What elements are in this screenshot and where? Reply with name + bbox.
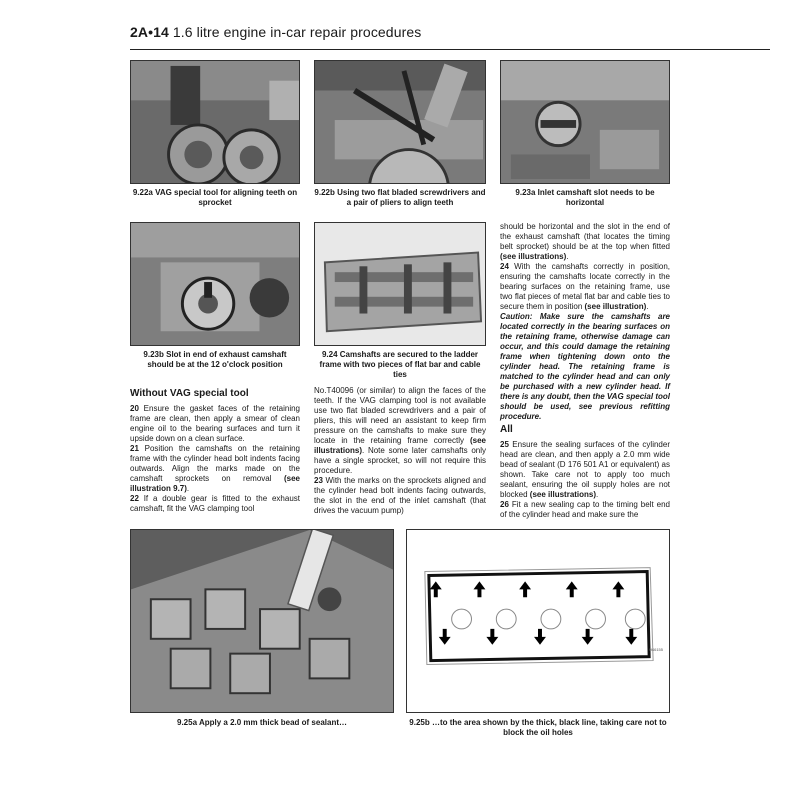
step-text: With the camshafts correctly in position, ensuring the camshafts locate correctly in the bearing surfaces on the retaining frame, use two flat pieces of metal flat bar and cable ties to secure them in position	[500, 262, 670, 311]
caption-9-25b: 9.25b …to the area shown by the thick, black line, taking care not to block the oil holes	[409, 718, 667, 737]
paragraph-26	[500, 500, 670, 520]
step-text: With the marks on the sprockets aligned and the cylinder head bolt indents facing outwards, the slot in the end of the inlet camshaft (that drives the vacuum pump)	[314, 476, 486, 515]
paragraph-20	[130, 404, 300, 444]
paragraph-24	[500, 262, 670, 312]
photo-9-23b	[130, 222, 300, 346]
photo-9-24	[314, 222, 486, 346]
paragraph-25	[500, 440, 670, 500]
step-text: No.T40096 (or similar) to align the faces of the teeth. If the VAG clamping tool is not available use two flat bladed screwdrivers and a pair of pliers, this will need an assistant to keep firm pressure on the camshafts to make sure they locate in the retaining frame correctly	[314, 386, 486, 445]
step-text: If a double gear is fitted to the exhaust camshaft, fit the VAG clamping tool	[130, 494, 300, 513]
illustration-ref: (see illustrations)	[529, 490, 597, 499]
step-number: 20	[130, 404, 139, 413]
caption-9-22a: 9.22a VAG special tool for aligning teeth on sprocket	[132, 188, 298, 207]
chapter-title: 1.6 litre engine in-car repair procedures	[172, 24, 422, 40]
step-number: 26	[500, 500, 509, 509]
caption-9-25a: 9.25a Apply a 2.0 mm thick bead of sealant…	[177, 718, 347, 727]
illustration-ref: (see illustrations)	[314, 436, 486, 455]
photo-9-23a	[500, 60, 670, 184]
caption-9-22b: 9.22b Using two flat bladed screwdrivers and a pair of pliers to align teeth	[314, 188, 486, 207]
header-rule	[130, 49, 770, 50]
step-number: 23	[314, 476, 323, 485]
photo-9-25a	[130, 529, 394, 713]
step-text: Ensure the sealing surfaces of the cylinder head are clean, and then apply a 2.0 mm wide bead of sealant (D 176 501 A1 or equivalent) as shown. Take care not to apply too much sealant, ensuring the oil supply holes are not blocked	[500, 440, 670, 499]
step-text: Ensure the gasket faces of the retaining frame are clean, then apply a smear of clean engine oil to the bearing surfaces and turn it upside down on a clean surface.	[130, 404, 300, 443]
caution-note: Caution: Make sure the camshafts are located correctly in the bearing surfaces on the retaining frame, otherwise damage can occur, and this could damage the retaining frame when tightening down onto the cylinder head. The retaining frame is matched to the cylinder head and can only be purchased with a new cylinder head. If there is any doubt, then the VAG special tool should be used, see previous refitting procedure.	[500, 312, 670, 421]
illustration-ref: (see illustration 9.7)	[130, 474, 300, 493]
caption-9-23a: 9.23a Inlet camshaft slot needs to be horizontal	[515, 188, 655, 207]
paragraph-22	[130, 494, 300, 514]
text-column-3	[500, 222, 670, 520]
diagram-9-25b	[406, 529, 670, 713]
step-text: Fit a new sealing cap to the timing belt end of the cylinder head and make sure the	[500, 500, 670, 519]
step-number: 24	[500, 262, 509, 271]
paragraph-22-continued	[314, 386, 486, 476]
paragraph-23	[314, 476, 486, 516]
text-column-1	[130, 386, 300, 514]
section-heading-all: All	[500, 424, 513, 435]
illustration-ref: (see illustration)	[584, 302, 647, 311]
step-number: 22	[130, 494, 139, 503]
step-text-end: .	[186, 484, 190, 493]
text-column-2	[314, 386, 486, 516]
page-header	[130, 24, 770, 50]
paragraph-23-continued	[500, 222, 670, 262]
step-text-end: .	[566, 252, 569, 261]
step-text-end: .	[596, 490, 599, 499]
photo-9-22b	[314, 60, 486, 184]
caption-9-23b: 9.23b Slot in end of exhaust camshaft should be at the 12 o'clock position	[143, 350, 287, 369]
page-code: 2A•14	[130, 24, 169, 40]
illustration-ref: (see illustrations)	[500, 252, 567, 261]
step-text: should be horizontal and the slot in the end of the exhaust camshaft (that locates the timing belt sprocket) should be at the top when fitted	[500, 222, 670, 251]
step-text-end: .	[646, 302, 649, 311]
page-title	[130, 24, 770, 40]
paragraph-21	[130, 444, 300, 494]
step-number: 25	[500, 440, 509, 449]
step-text-end: . Note some later camshafts only have a single sprocket, so will not require this procedure.	[314, 446, 486, 475]
caption-9-24: 9.24 Camshafts are secured to the ladder frame with two pieces of flat bar and cable ties	[319, 350, 481, 379]
photo-9-22a	[130, 60, 300, 184]
section-heading-without-vag: Without VAG special tool	[130, 388, 249, 399]
step-text: Position the camshafts on the retaining frame with the cylinder head bolt indents facing outwards. Align the marks made on the camshaft sprockets on removal	[130, 444, 300, 483]
step-number: 21	[130, 444, 139, 453]
diagram-reference-code: H46155	[648, 647, 663, 652]
